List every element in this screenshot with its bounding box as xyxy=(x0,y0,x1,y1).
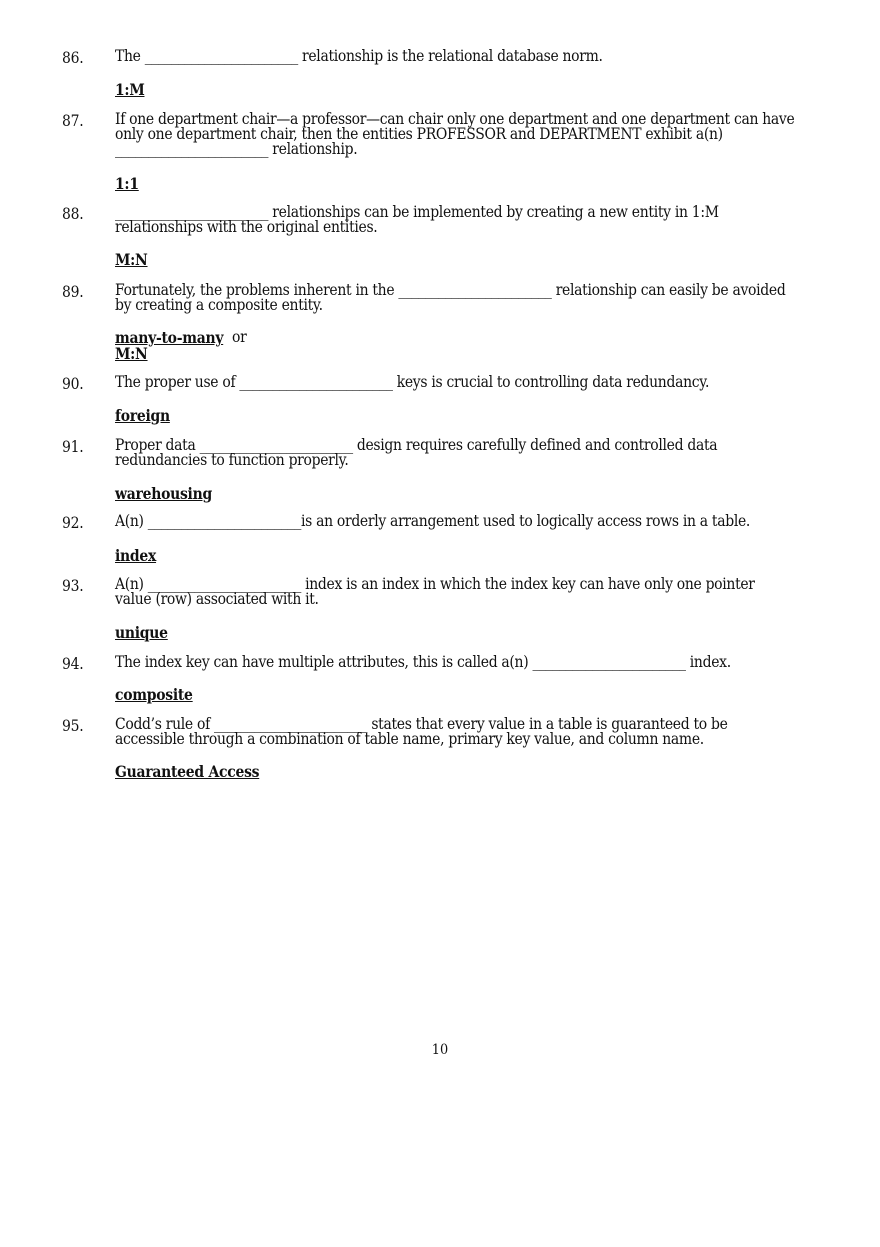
answer: foreign xyxy=(115,406,170,425)
question-text: A(n) _______________________ index is an index in which the index key can have only one pointer value (row) associated with it. xyxy=(115,575,755,608)
answer: Guaranteed Access xyxy=(115,762,260,781)
question-text: Codd’s rule of _______________________ states that every value in a table is guaranteed to be accessible through a combination of table name, primary key value, and column name. xyxy=(115,715,728,748)
question-text: A(n) _______________________is an orderly arrangement used to logically access rows in a table. xyxy=(115,512,751,530)
answer: unique xyxy=(115,623,168,642)
page-number: 10 xyxy=(431,1042,449,1058)
question-number: 90. xyxy=(62,375,84,393)
question-number: 88. xyxy=(62,205,84,223)
question-number: 95. xyxy=(62,717,84,735)
answer-connector: or xyxy=(232,328,247,346)
question-text: The proper use of _______________________ keys is crucial to controlling data redundancy. xyxy=(115,373,710,391)
answer: 1:1 xyxy=(115,174,139,193)
question-number: 86. xyxy=(62,49,84,67)
question-number: 87. xyxy=(62,112,84,130)
answer: index xyxy=(115,546,157,565)
question-number: 89. xyxy=(62,283,84,301)
question-text: Proper data _______________________ design requires carefully defined and controlled data redundancies to function properly. xyxy=(115,436,718,469)
question-number: 93. xyxy=(62,577,84,595)
answer: 1:M xyxy=(115,80,145,99)
question-number: 91. xyxy=(62,438,84,456)
answer-alternate: M:N xyxy=(115,344,148,363)
question-text: The index key can have multiple attributes, this is called a(n) _______________________ index. xyxy=(115,653,731,671)
answer: warehousing xyxy=(115,484,212,503)
answer-primary: many-to-many xyxy=(115,328,224,347)
question-number: 92. xyxy=(62,514,84,532)
question-text: Fortunately, the problems inherent in the _______________________ relationship can easily be avoided by creating a composite entity. xyxy=(115,281,786,314)
answer: M:N xyxy=(115,250,148,269)
question-number: 94. xyxy=(62,655,84,673)
question-text: _______________________ relationships can be implemented by creating a new entity in 1:M relationships with the original entities. xyxy=(115,203,719,236)
question-text: The _______________________ relationship is the relational database norm. xyxy=(115,47,603,65)
answer: composite xyxy=(115,685,193,704)
question-text: If one department chair—a professor—can chair only one department and one department can have only one department chair, then the entities PROFESSOR and DEPARTMENT exhibit a(n) _______________________ relationship. xyxy=(115,110,795,158)
